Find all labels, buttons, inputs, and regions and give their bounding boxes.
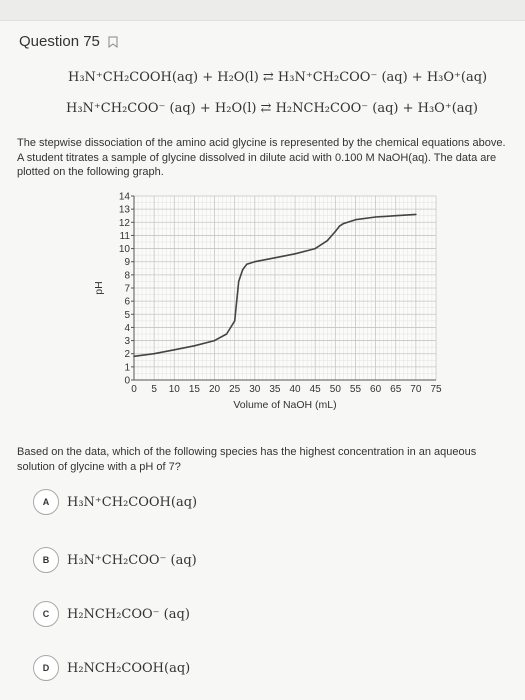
x-tick-label: 25 <box>229 384 241 395</box>
data-point <box>246 264 248 266</box>
data-point <box>153 353 155 355</box>
question-prompt: Based on the data, which of the following species has the highest concentration in an aqueous solution of glycine with a pH of 7? <box>17 446 477 473</box>
x-tick-label: 60 <box>370 384 382 395</box>
x-tick-label: 65 <box>390 384 402 395</box>
option-a-text: H₃N⁺CH₂COOH(aq) <box>67 494 198 510</box>
question-paragraph: The stepwise dissociation of the amino acid glycine is represented by the chemical equations above. A student titrates a sample of glycine dissolved in dilute acid with 0.100 M NaOH(aq). The data are plotted on the following graph. <box>17 137 506 178</box>
x-axis-label: Volume of NaOH (mL) <box>233 399 337 411</box>
y-axis-label: pH <box>93 281 105 295</box>
data-point <box>343 223 345 225</box>
x-tick-label: 40 <box>289 384 301 395</box>
data-point <box>226 333 228 335</box>
x-tick-label: 50 <box>329 384 341 395</box>
y-tick-label: 6 <box>124 296 130 308</box>
y-tick-label: 11 <box>119 230 130 242</box>
x-tick-label: 20 <box>208 384 221 395</box>
data-point <box>335 231 337 233</box>
data-point <box>415 214 417 216</box>
y-tick-label: 14 <box>118 191 130 203</box>
y-tick-label: 4 <box>124 322 130 334</box>
data-point <box>173 349 175 351</box>
option-b-text: H₃N⁺CH₂COO⁻ (aq) <box>67 552 197 568</box>
data-point <box>242 269 244 271</box>
y-tick-label: 10 <box>118 244 130 256</box>
x-tick-label: 70 <box>410 384 422 395</box>
equation-1: H₃N⁺CH₂COOH(aq) + H₂O(l) ⇄ H₃N⁺CH₂COO⁻ (aq) + H₃O⁺(aq) <box>68 70 488 85</box>
y-tick-label: 5 <box>124 309 130 321</box>
data-point <box>254 261 256 263</box>
data-point <box>236 300 238 302</box>
x-tick-label: 30 <box>249 384 261 395</box>
x-tick-label: 5 <box>151 384 157 395</box>
x-tick-label: 0 <box>131 384 137 395</box>
y-tick-label: 13 <box>118 204 130 216</box>
option-d-letter: D <box>33 655 59 681</box>
data-point <box>274 257 276 259</box>
data-point <box>395 215 397 217</box>
option-b[interactable] <box>33 547 197 573</box>
x-tick-label: 75 <box>430 384 442 395</box>
x-tick-label: 55 <box>349 384 362 395</box>
option-c-text: H₂NCH₂COO⁻ (aq) <box>67 606 190 622</box>
y-tick-label: 3 <box>124 336 130 348</box>
y-tick-label: 7 <box>124 283 130 295</box>
data-point <box>314 248 316 250</box>
option-a[interactable] <box>33 489 197 515</box>
equation-2: H₃N⁺CH₂COO⁻ (aq) + H₂O(l) ⇄ H₂NCH₂COO⁻ (aq) + H₃O⁺(aq) <box>66 101 478 116</box>
data-point <box>326 240 328 242</box>
data-point <box>294 253 296 255</box>
data-point <box>234 320 236 322</box>
option-b-letter: B <box>33 547 59 573</box>
x-tick-label: 45 <box>309 384 321 395</box>
question-title: Question 75 <box>19 33 100 50</box>
y-tick-label: 0 <box>124 375 130 387</box>
x-tick-label: 10 <box>168 384 180 395</box>
x-tick-label: 35 <box>269 384 281 395</box>
y-tick-label: 12 <box>118 217 130 229</box>
data-point <box>238 281 240 283</box>
y-tick-label: 8 <box>124 270 130 282</box>
option-c-letter: C <box>33 601 59 627</box>
data-point <box>214 340 216 342</box>
y-tick-label: 1 <box>124 362 130 374</box>
y-tick-label: 2 <box>124 349 130 361</box>
x-tick-label: 15 <box>188 384 200 395</box>
data-point <box>133 356 135 358</box>
option-d-text: H₂NCH₂COOH(aq) <box>67 660 191 676</box>
option-d[interactable] <box>33 655 190 681</box>
option-c[interactable] <box>33 601 190 627</box>
data-point <box>375 216 377 218</box>
data-point <box>194 345 196 347</box>
y-tick-label: 9 <box>124 257 130 269</box>
data-point <box>355 219 357 221</box>
data-point <box>339 225 341 227</box>
option-a-letter: A <box>33 489 59 515</box>
